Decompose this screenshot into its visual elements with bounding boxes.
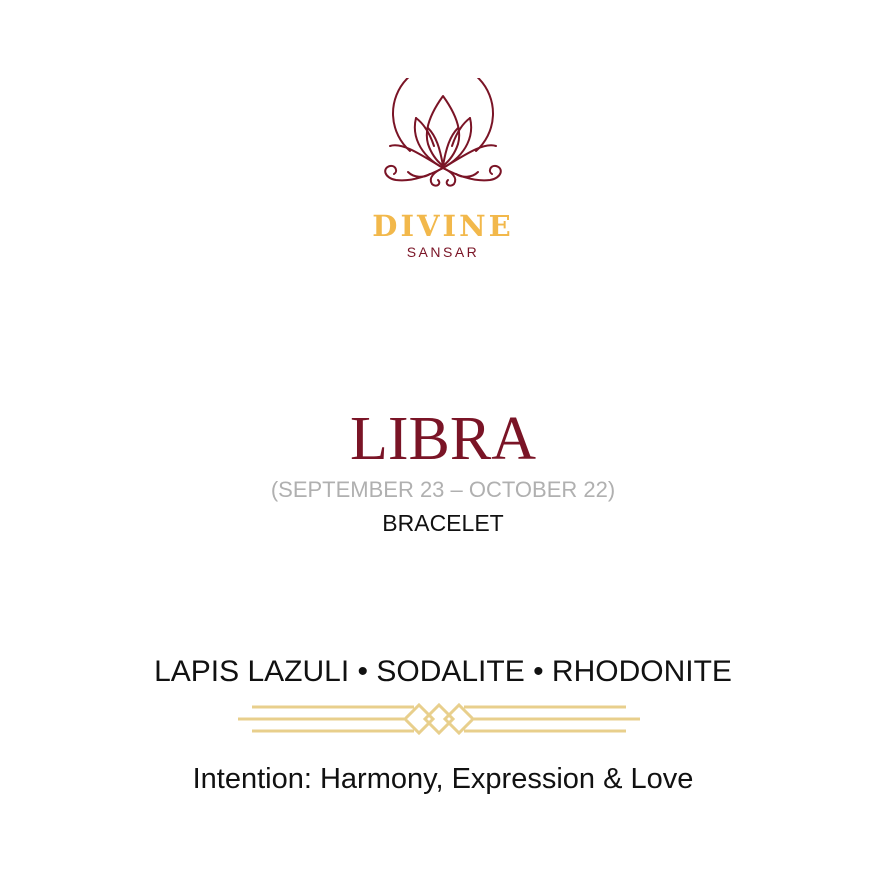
product-type: BRACELET bbox=[382, 510, 504, 536]
brand-tagline: SANSAR bbox=[406, 244, 480, 260]
zodiac-date-range: (SEPTEMBER 23 – OCTOBER 22) bbox=[270, 477, 616, 502]
brand-name: DIVINE bbox=[372, 209, 514, 243]
zodiac-sign-title: LIBRA bbox=[350, 405, 536, 473]
lotus-circle-icon bbox=[368, 78, 518, 198]
intention-text: Intention: Harmony, Expression & Love bbox=[192, 763, 694, 795]
stone-list: LAPIS LAZULI • SODALITE • RHODONITE bbox=[154, 655, 732, 688]
art-deco-diamond-divider-icon bbox=[238, 702, 640, 736]
